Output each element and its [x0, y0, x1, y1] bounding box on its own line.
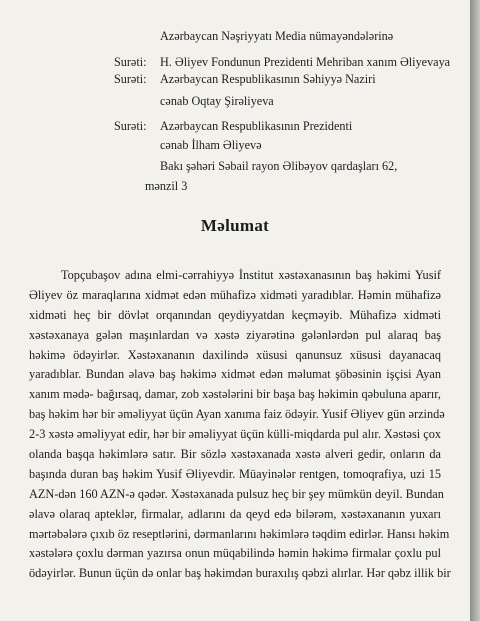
copy-recipient-3: Azərbaycan Respublikasının Prezidenti	[160, 119, 353, 133]
body-line: olanda başqa həkimlərə satır. Bir sözlə xəstəxanada xəstə alveri gedir, onların da	[29, 447, 441, 462]
copy-recipient-1: H. Əliyev Fondunun Prezidenti Mehriban xanım Əliyevaya	[160, 55, 451, 69]
body-line: ödəyirlər. Bunun üçün də onlar baş həkimdən buraxılış qəbzi alırlar. Hər qəbz illik bir	[29, 566, 451, 581]
body-line: əlavə olaraq apteklər, firmalar, adlarını da qeyd edə bilərəm, xəstəxananın yuxarı	[29, 506, 441, 521]
body-line: mərtəbələrə çıxıb öz reseptlərini, dərmanlarını həkimlərə təqdim edirlər. Hansı həkim	[29, 526, 450, 541]
body-line: xəstələrə çoxlu dərman yazırsa onun müqabilində həmin həkimə firmalar çoxlu pul	[29, 546, 441, 561]
copy-recipient-2-name: cənab Oqtay Şirəliyeva	[160, 94, 274, 108]
body-line: Topçubaşov adına elmi-cərrahiyyə İnstitut xəstəxanasının baş həkimi Yusif	[61, 268, 441, 282]
body-line: başında duran baş həkim Yusif Əliyevdir. Müayinələr rentgen, tomoqrafiya, uzi 15	[29, 466, 441, 481]
page-edge-shadow	[470, 0, 480, 621]
body-paragraph	[29, 266, 451, 584]
document-title: Məlumat	[200, 216, 270, 235]
body-line: yaradıblar. Bundan əlavə baş həkimə xidmət edən məlumat şöbəsinin işçisi Ayan	[29, 367, 441, 382]
body-line: xanım mədə- bağırsaq, damar, zob xəstələrini bir başa baş həkimin qəbuluna aparır,	[29, 387, 441, 402]
copy-recipient-3-name: cənab İlham Əliyevə	[160, 138, 262, 152]
address-apartment: mənzil 3	[145, 179, 188, 193]
address-line: Bakı şəhəri Səbail rayon Əlibəyov qardaşları 62,	[160, 159, 398, 173]
copy-recipient-2: Azərbaycan Respublikasının Səhiyyə Naziri	[160, 72, 376, 86]
copy-label: Surəti:	[114, 119, 147, 133]
recipient-line: Azərbaycan Nəşriyyatı Media nümayəndələrinə	[160, 29, 394, 43]
body-line: xidməti heç bir dövlət orqanından qeydiyyatdan keçməyib. Mühafizə xidməti	[29, 307, 441, 322]
copy-label: Surəti:	[114, 72, 147, 86]
body-line: həkimə ödəyirlər. Xəstəxananın daxilində xüsusi qanunsuz xüsusi dayanacaq	[29, 347, 441, 362]
body-line: AZN-dən 160 AZN-ə qədər. Xəstəxanada pulsuz heç bir şey mümkün deyil. Bundan	[29, 486, 444, 501]
copy-label: Surəti:	[114, 55, 147, 69]
body-line: Əliyev öz maraqlarına xidmət edən mühafizə xidməti yaradıblar. Həmin mühafizə	[29, 287, 441, 302]
body-line: 2-3 xəstə əməliyyat edir, hər bir əməliyyat üçün külli-miqdarda pul alır. Xəstəsi çox	[29, 427, 442, 442]
body-line: xəstəxanaya gələn maşınlardan və xəstə ziyarətinə gələnlərdən pul alaraq baş	[29, 327, 441, 342]
body-line: baş həkim hər bir əməliyyat üçün Ayan xanıma faiz ödəyir. Yusif Əliyev gün ərzində	[29, 407, 445, 422]
